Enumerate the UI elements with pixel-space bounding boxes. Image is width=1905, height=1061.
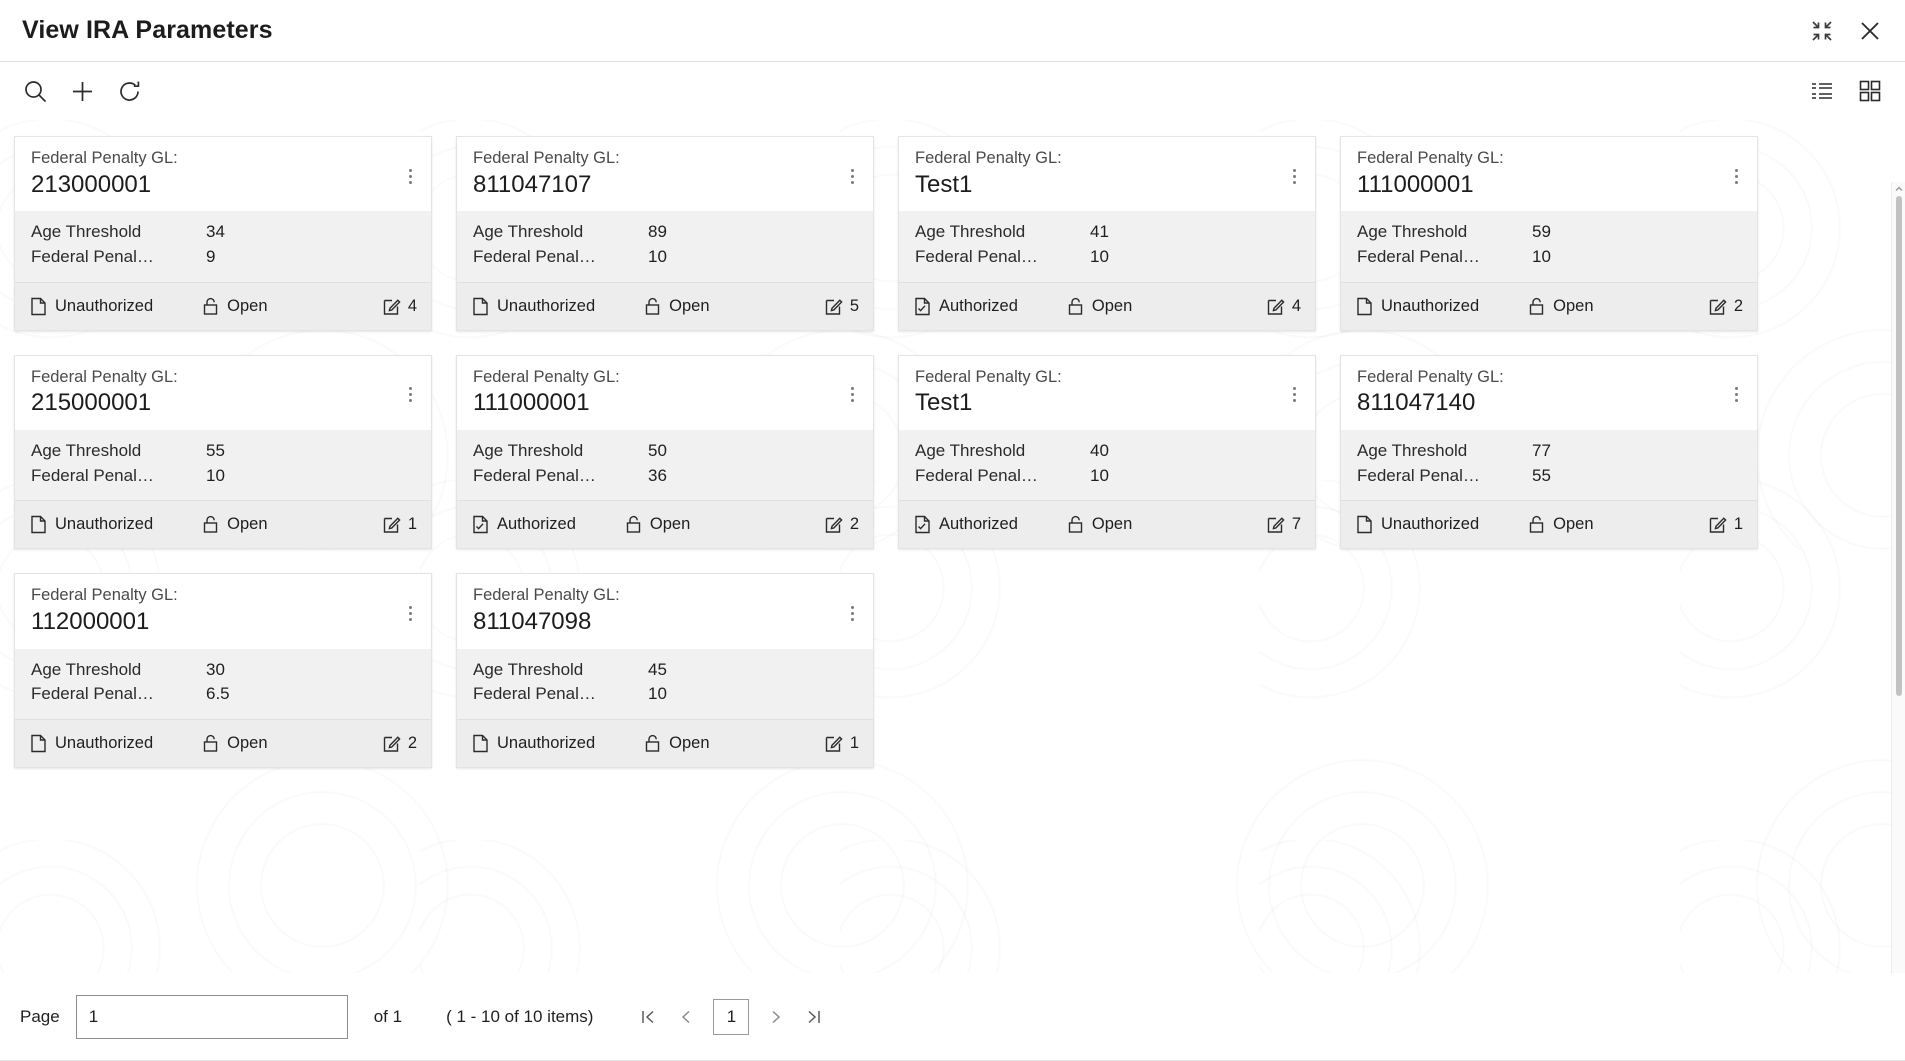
card-key-value: Test1 [915, 170, 973, 198]
status-badge[interactable] [29, 514, 153, 535]
federal-penalty-value: 55 [1532, 465, 1551, 485]
federal-penalty-value: 10 [1090, 247, 1109, 267]
card-header [457, 356, 873, 430]
refresh-icon[interactable] [116, 78, 143, 105]
card-footer [899, 282, 1315, 330]
card-attributes [15, 430, 431, 500]
attribute-row-federal-penalty [31, 245, 415, 270]
document-icon [471, 296, 490, 317]
kebab-menu-icon[interactable] [401, 384, 419, 406]
status-badge[interactable] [29, 733, 153, 754]
age-threshold-label: Age Threshold [473, 222, 584, 242]
card-header [457, 137, 873, 211]
parameter-card[interactable] [456, 136, 874, 331]
edit-icon [1266, 514, 1285, 535]
attribute-row-age-threshold [473, 439, 857, 464]
status-label: Authorized [939, 296, 1018, 315]
age-threshold-value: 55 [206, 441, 225, 461]
modification-count-label: 2 [407, 734, 417, 753]
record-lock-status[interactable] [1527, 514, 1593, 535]
page-label: Page [20, 1007, 60, 1026]
record-lock-status[interactable] [643, 733, 709, 754]
document-icon [471, 733, 490, 754]
age-threshold-label: Age Threshold [915, 222, 1026, 242]
modification-count[interactable] [1708, 514, 1743, 535]
cards-content-area [0, 120, 1905, 973]
card-header [457, 574, 873, 648]
federal-penalty-value: 10 [1090, 465, 1109, 485]
age-threshold-value: 50 [648, 441, 667, 461]
card-key-value: 215000001 [31, 389, 152, 417]
lock-label: Open [1091, 515, 1133, 534]
kebab-menu-icon[interactable] [1285, 165, 1303, 187]
card-footer [15, 719, 431, 767]
status-badge[interactable] [913, 296, 1018, 317]
vertical-scrollbar[interactable] [1891, 182, 1905, 973]
parameter-card[interactable] [898, 355, 1316, 550]
lock-label: Open [669, 296, 710, 315]
document-icon [913, 514, 932, 535]
kebab-menu-icon[interactable] [1727, 165, 1745, 187]
toolbar [0, 62, 1905, 120]
kebab-menu-icon[interactable] [843, 384, 861, 406]
modification-count-label: 4 [407, 296, 417, 315]
modification-count-label: 1 [849, 734, 859, 753]
card-key-value: 811047107 [473, 170, 592, 198]
kebab-menu-icon[interactable] [401, 165, 419, 187]
age-threshold-label: Age Threshold [473, 659, 584, 679]
card-header [15, 356, 431, 430]
modification-count-label: 4 [1291, 296, 1301, 315]
unlocked-icon [201, 514, 220, 535]
grid-view-icon[interactable] [1857, 78, 1883, 104]
attribute-row-age-threshold [1357, 220, 1741, 245]
modification-count-label: 2 [1733, 296, 1743, 315]
modification-count[interactable] [382, 514, 417, 535]
card-attributes [457, 649, 873, 719]
status-badge[interactable] [913, 514, 1018, 535]
parameter-card[interactable] [14, 136, 432, 331]
attribute-row-federal-penalty [1357, 245, 1741, 270]
document-icon [29, 514, 48, 535]
card-key-value: 111000001 [1357, 170, 1474, 198]
card-attributes [457, 211, 873, 281]
modification-count[interactable] [824, 514, 859, 535]
age-threshold-value: 30 [206, 659, 225, 679]
age-threshold-label: Age Threshold [915, 441, 1026, 461]
modification-count[interactable] [382, 296, 417, 317]
status-label: Unauthorized [55, 515, 154, 534]
modification-count[interactable] [824, 296, 859, 317]
age-threshold-value: 77 [1532, 441, 1551, 461]
unlocked-icon [201, 733, 220, 754]
attribute-row-age-threshold [31, 658, 415, 683]
card-key-label: Federal Penalty GL: [473, 586, 620, 605]
window-titlebar [0, 0, 1905, 62]
modification-count[interactable] [1266, 296, 1301, 317]
modification-count-label: 1 [407, 515, 417, 534]
card-footer [15, 500, 431, 548]
card-footer [1341, 500, 1757, 548]
age-threshold-label: Age Threshold [1357, 441, 1468, 461]
status-label: Unauthorized [497, 296, 596, 315]
cards-grid [0, 120, 1780, 768]
attribute-row-federal-penalty [31, 464, 415, 489]
lock-label: Open [1553, 515, 1594, 534]
status-label: Authorized [939, 515, 1018, 534]
card-footer [457, 500, 873, 548]
document-icon [1355, 514, 1374, 535]
card-header [899, 137, 1315, 211]
card-key-value: 111000001 [473, 389, 590, 417]
status-badge[interactable] [471, 733, 595, 754]
federal-penalty-value: 10 [648, 684, 667, 704]
attribute-row-federal-penalty [31, 682, 415, 707]
unlocked-icon [1066, 296, 1085, 317]
edit-icon [824, 514, 843, 535]
card-key-value: 811047140 [1357, 389, 1476, 417]
card-header [1341, 356, 1757, 430]
card-footer [899, 500, 1315, 548]
attribute-row-age-threshold [915, 439, 1299, 464]
card-header [15, 574, 431, 648]
next-page-icon[interactable] [765, 1004, 787, 1030]
document-icon [29, 296, 48, 317]
federal-penalty-label: Federal Penal… [1357, 247, 1480, 267]
kebab-menu-icon[interactable] [1727, 384, 1745, 406]
edit-icon [824, 733, 843, 754]
attribute-row-federal-penalty [473, 464, 857, 489]
age-threshold-label: Age Threshold [31, 659, 142, 679]
pager-controls [637, 999, 825, 1035]
card-key-label: Federal Penalty GL: [915, 149, 1062, 167]
card-attributes [15, 211, 431, 281]
card-key-value: Test1 [915, 389, 973, 417]
attribute-row-federal-penalty [473, 682, 857, 707]
list-view-icon[interactable] [1809, 78, 1835, 104]
record-lock-status[interactable] [643, 296, 709, 317]
last-page-icon[interactable] [803, 1004, 825, 1030]
modification-count-label: 7 [1291, 515, 1301, 534]
card-attributes [1341, 211, 1757, 281]
card-footer [457, 282, 873, 330]
federal-penalty-label: Federal Penal… [31, 465, 154, 485]
attribute-row-age-threshold [31, 439, 415, 464]
card-key-label: Federal Penalty GL: [915, 367, 1062, 386]
parameter-card[interactable] [898, 136, 1316, 331]
age-threshold-label: Age Threshold [31, 441, 142, 461]
unlocked-icon [643, 733, 662, 754]
age-threshold-label: Age Threshold [1357, 222, 1468, 242]
card-key-label: Federal Penalty GL: [31, 586, 178, 605]
attribute-row-age-threshold [915, 220, 1299, 245]
card-attributes [15, 649, 431, 719]
unlocked-icon [624, 514, 643, 535]
document-icon [471, 514, 490, 535]
age-threshold-value: 45 [648, 659, 667, 679]
record-lock-status[interactable] [1527, 296, 1593, 317]
unlocked-icon [643, 296, 662, 317]
card-key-label: Federal Penalty GL: [473, 149, 620, 167]
card-key-label: Federal Penalty GL: [473, 367, 620, 386]
card-header [15, 137, 431, 211]
federal-penalty-label: Federal Penal… [473, 465, 596, 485]
lock-label: Open [669, 734, 710, 753]
federal-penalty-label: Federal Penal… [1357, 465, 1480, 485]
card-attributes [899, 211, 1315, 281]
kebab-menu-icon[interactable] [843, 602, 861, 624]
attribute-row-federal-penalty [915, 245, 1299, 270]
items-count-label: ( 1 - 10 of 10 items) [446, 1007, 594, 1026]
card-attributes [1341, 430, 1757, 500]
record-lock-status[interactable] [201, 296, 267, 317]
status-badge[interactable] [1355, 296, 1479, 317]
card-footer [1341, 282, 1757, 330]
federal-penalty-value: 10 [1532, 247, 1551, 267]
plus-icon[interactable] [69, 78, 96, 105]
record-lock-status[interactable] [624, 514, 690, 535]
attribute-row-age-threshold [473, 220, 857, 245]
card-key-label: Federal Penalty GL: [1357, 367, 1504, 386]
attribute-row-age-threshold [31, 220, 415, 245]
federal-penalty-value: 9 [206, 247, 216, 267]
unlocked-icon [1527, 296, 1546, 317]
unlocked-icon [201, 296, 220, 317]
lock-label: Open [227, 515, 268, 534]
collapse-icon[interactable] [1809, 18, 1835, 44]
age-threshold-value: 89 [648, 222, 667, 242]
status-label: Unauthorized [55, 296, 154, 315]
page-title: View IRA Parameters [22, 16, 273, 44]
lock-label: Open [649, 515, 691, 534]
page-input[interactable] [76, 995, 348, 1039]
federal-penalty-label: Federal Penal… [915, 247, 1038, 267]
scroll-up-icon[interactable] [1894, 184, 1904, 194]
record-lock-status[interactable] [201, 733, 267, 754]
card-attributes [457, 430, 873, 500]
modification-count[interactable] [824, 733, 859, 754]
document-icon [29, 733, 48, 754]
lock-label: Open [227, 734, 268, 753]
kebab-menu-icon[interactable] [1285, 384, 1303, 406]
parameter-card[interactable] [456, 573, 874, 768]
modification-count[interactable] [1708, 296, 1743, 317]
age-threshold-label: Age Threshold [31, 222, 142, 242]
federal-penalty-label: Federal Penal… [473, 247, 596, 267]
page-number-1[interactable]: 1 [713, 999, 749, 1035]
card-key-label: Federal Penalty GL: [1357, 149, 1504, 167]
parameter-card[interactable] [14, 573, 432, 768]
card-attributes [899, 430, 1315, 500]
attribute-row-federal-penalty [473, 245, 857, 270]
card-header [899, 356, 1315, 430]
pagination-footer [0, 973, 1905, 1061]
document-icon [913, 296, 932, 317]
unlocked-icon [1066, 514, 1085, 535]
federal-penalty-label: Federal Penal… [915, 465, 1038, 485]
federal-penalty-value: 36 [648, 465, 667, 485]
kebab-menu-icon[interactable] [843, 165, 861, 187]
unlocked-icon [1527, 514, 1546, 535]
modification-count[interactable] [1266, 514, 1301, 535]
modification-count[interactable] [382, 733, 417, 754]
card-footer [457, 719, 873, 767]
parameter-card[interactable] [456, 355, 874, 550]
edit-icon [824, 296, 843, 317]
card-header [1341, 137, 1757, 211]
age-threshold-label: Age Threshold [473, 441, 584, 461]
edit-icon [382, 296, 401, 317]
lock-label: Open [1091, 296, 1133, 315]
status-badge[interactable] [1355, 514, 1479, 535]
edit-icon [382, 733, 401, 754]
modification-count-label: 1 [1733, 515, 1743, 534]
federal-penalty-value: 10 [206, 465, 225, 485]
card-key-value: 213000001 [31, 170, 152, 198]
age-threshold-value: 41 [1090, 222, 1109, 242]
record-lock-status[interactable] [1066, 514, 1132, 535]
lock-label: Open [1553, 296, 1594, 315]
parameter-card[interactable] [1340, 355, 1758, 550]
search-icon[interactable] [22, 78, 49, 105]
modification-count-label: 2 [849, 515, 859, 534]
scrollbar-thumb[interactable] [1896, 196, 1902, 696]
record-lock-status[interactable] [1066, 296, 1132, 317]
status-label: Unauthorized [497, 734, 596, 753]
status-label: Unauthorized [55, 734, 154, 753]
attribute-row-age-threshold [473, 658, 857, 683]
close-icon[interactable] [1857, 18, 1883, 44]
kebab-menu-icon[interactable] [401, 602, 419, 624]
attribute-row-federal-penalty [915, 464, 1299, 489]
previous-page-icon[interactable] [675, 1004, 697, 1030]
page-total-label: of 1 [373, 1007, 403, 1026]
federal-penalty-label: Federal Penal… [31, 684, 154, 704]
federal-penalty-value: 6.5 [206, 684, 230, 704]
status-badge[interactable] [471, 514, 576, 535]
card-key-value: 811047098 [473, 608, 592, 636]
card-key-label: Federal Penalty GL: [31, 149, 178, 167]
card-footer [15, 282, 431, 330]
status-label: Authorized [497, 515, 576, 534]
status-badge[interactable] [471, 296, 595, 317]
window-controls [1809, 18, 1883, 44]
age-threshold-value: 34 [206, 222, 225, 242]
attribute-row-federal-penalty [1357, 464, 1741, 489]
status-label: Unauthorized [1381, 296, 1480, 315]
status-badge[interactable] [29, 296, 153, 317]
federal-penalty-label: Federal Penal… [473, 684, 596, 704]
edit-icon [1708, 514, 1727, 535]
age-threshold-value: 59 [1532, 222, 1551, 242]
document-icon [1355, 296, 1374, 317]
federal-penalty-label: Federal Penal… [31, 247, 154, 267]
record-lock-status[interactable] [201, 514, 267, 535]
first-page-icon[interactable] [637, 1004, 659, 1030]
card-key-value: 112000001 [31, 608, 150, 636]
age-threshold-value: 40 [1090, 441, 1109, 461]
edit-icon [382, 514, 401, 535]
status-label: Unauthorized [1381, 515, 1480, 534]
attribute-row-age-threshold [1357, 439, 1741, 464]
modification-count-label: 5 [849, 296, 859, 315]
parameter-card[interactable] [14, 355, 432, 550]
federal-penalty-value: 10 [648, 247, 667, 267]
card-key-label: Federal Penalty GL: [31, 367, 178, 386]
lock-label: Open [227, 296, 268, 315]
parameter-card[interactable] [1340, 136, 1758, 331]
edit-icon [1266, 296, 1285, 317]
edit-icon [1708, 296, 1727, 317]
